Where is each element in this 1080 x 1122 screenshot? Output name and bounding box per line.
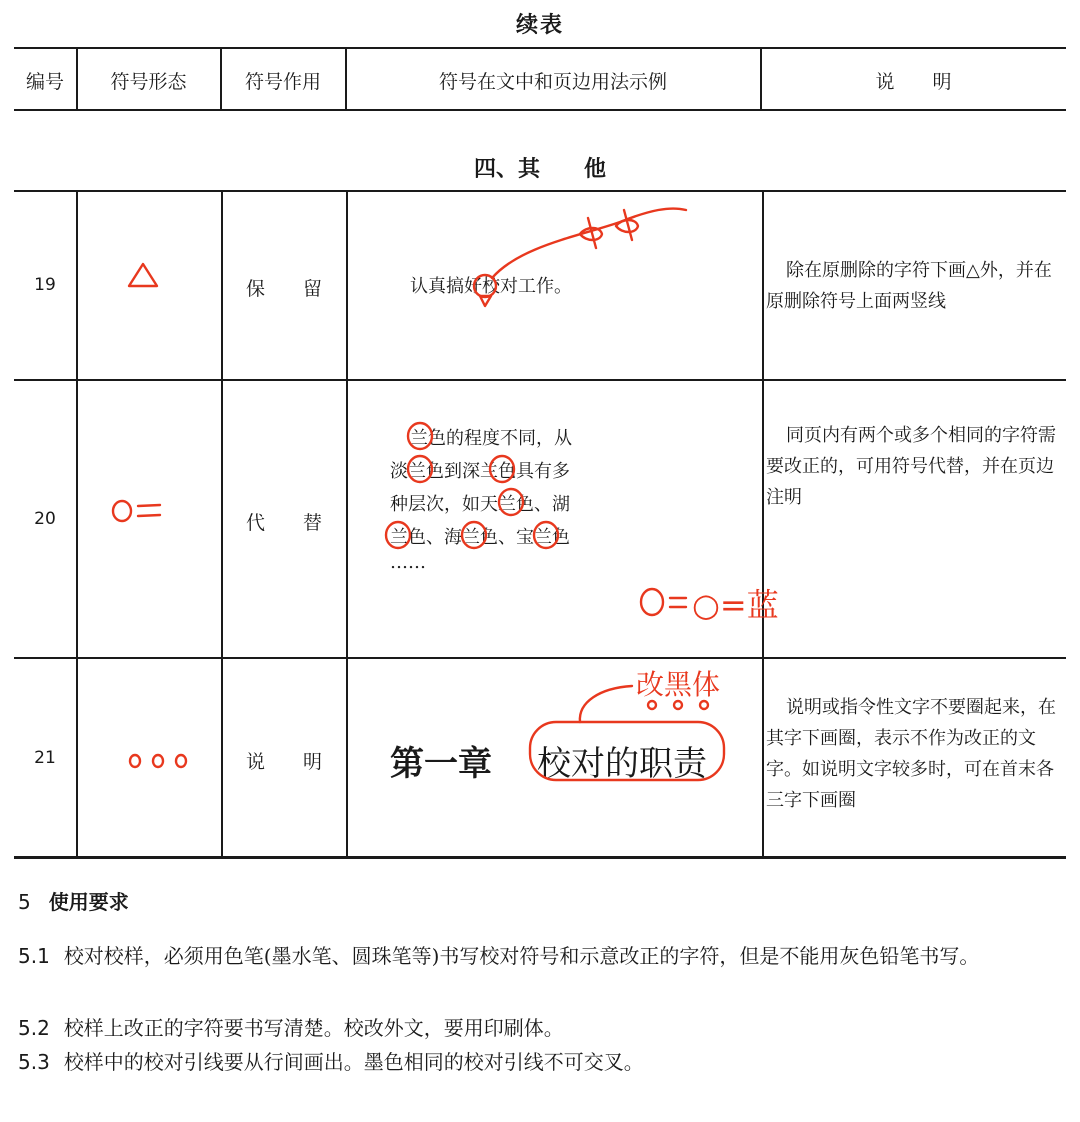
section-rule bbox=[14, 190, 1066, 192]
header-note: 说 明 bbox=[875, 70, 952, 93]
row-function bbox=[222, 747, 346, 774]
example-line: 种层次，如天兰色、湖 bbox=[390, 494, 570, 515]
section-title: 四、其 他 bbox=[473, 156, 606, 182]
function-char: 明 bbox=[302, 751, 322, 773]
margin-mark-text: ○=蓝 bbox=[692, 586, 779, 624]
function-char: 留 bbox=[302, 278, 322, 300]
margin-mark-text: 改黑体 bbox=[636, 668, 721, 701]
instruction-mark-icon bbox=[520, 660, 740, 790]
body-col-divider bbox=[762, 191, 764, 857]
requirement-number: 5.1 bbox=[18, 944, 50, 968]
header-bottom-rule bbox=[14, 109, 1066, 111]
example-heading: 校对的职责 bbox=[537, 744, 707, 784]
row-note: 同页内有两个或多个相同的字符需要改正的，可用符号代替，并在页边注明 bbox=[766, 425, 1056, 508]
table-bottom-rule bbox=[14, 856, 1066, 859]
circle-equals-symbol-icon bbox=[108, 495, 168, 527]
requirement-text: 校对校样，必须用色笔(墨水笔、圆珠笔等)书写校对符号和示意改正的字符，但是不能用灰色铅笔书写。 bbox=[63, 944, 980, 968]
retain-mark-icon bbox=[460, 196, 700, 316]
example-line: 兰色、海兰色、宝兰色 bbox=[390, 527, 570, 548]
replace-circles-icon bbox=[380, 412, 620, 552]
three-circles-symbol-icon bbox=[124, 748, 194, 774]
requirement-item bbox=[18, 1010, 1070, 1046]
example-line: …… bbox=[390, 552, 426, 573]
section-heading-text: 使用要求 bbox=[48, 890, 129, 914]
example-chapter: 第一章 bbox=[390, 744, 492, 784]
function-char: 保 bbox=[246, 278, 266, 300]
row-number: 19 bbox=[34, 275, 56, 295]
body-col-divider bbox=[76, 191, 78, 857]
requirement-text: 校样上改正的字符要书写清楚。校改外文，要用印刷体。 bbox=[63, 1016, 564, 1040]
function-char: 代 bbox=[246, 512, 266, 534]
row-20-bottom-rule bbox=[14, 657, 1066, 659]
requirement-text: 校样中的校对引线要从行间画出。墨色相同的校对引线不可交叉。 bbox=[63, 1050, 644, 1074]
function-char: 替 bbox=[302, 512, 322, 534]
row-function bbox=[222, 274, 346, 301]
header-symbol-function: 符号作用 bbox=[244, 70, 321, 93]
row-function bbox=[222, 508, 346, 535]
requirement-item bbox=[18, 938, 1070, 974]
example-line: 淡兰色到深兰色具有多 bbox=[390, 461, 570, 482]
row-19-bottom-rule bbox=[14, 379, 1066, 381]
table-top-rule bbox=[14, 47, 1066, 49]
row-note: 除在原删除的字符下画△外，并在原删除符号上面两竖线 bbox=[766, 260, 1052, 312]
requirement-number: 5.2 bbox=[18, 1016, 50, 1040]
row-note: 说明或指令性文字不要圈起来，在其字下画圈，表示不作为改正的文字。如说明文字较多时，可在首末各三字下画圈 bbox=[766, 697, 1056, 811]
section-heading bbox=[18, 886, 129, 915]
row-number: 21 bbox=[34, 748, 56, 768]
function-char: 说 bbox=[246, 751, 266, 773]
header-usage-example: 符号在文中和页边用法示例 bbox=[438, 70, 667, 93]
triangle-symbol-icon bbox=[125, 260, 161, 290]
margin-replace-mark-icon bbox=[636, 578, 779, 628]
example-line: 兰色的程度不同，从 bbox=[410, 428, 572, 449]
header-number: 编号 bbox=[25, 70, 64, 93]
requirement-number: 5.3 bbox=[18, 1050, 50, 1074]
row-number: 20 bbox=[34, 509, 56, 529]
example-text: 认真搞好校对工作。 bbox=[410, 276, 572, 297]
body-col-divider bbox=[346, 191, 348, 857]
section-heading-number: 5 bbox=[18, 890, 31, 914]
header-symbol-shape: 符号形态 bbox=[110, 70, 187, 93]
page-title: 续表 bbox=[515, 12, 564, 38]
requirement-item bbox=[18, 1044, 1070, 1080]
